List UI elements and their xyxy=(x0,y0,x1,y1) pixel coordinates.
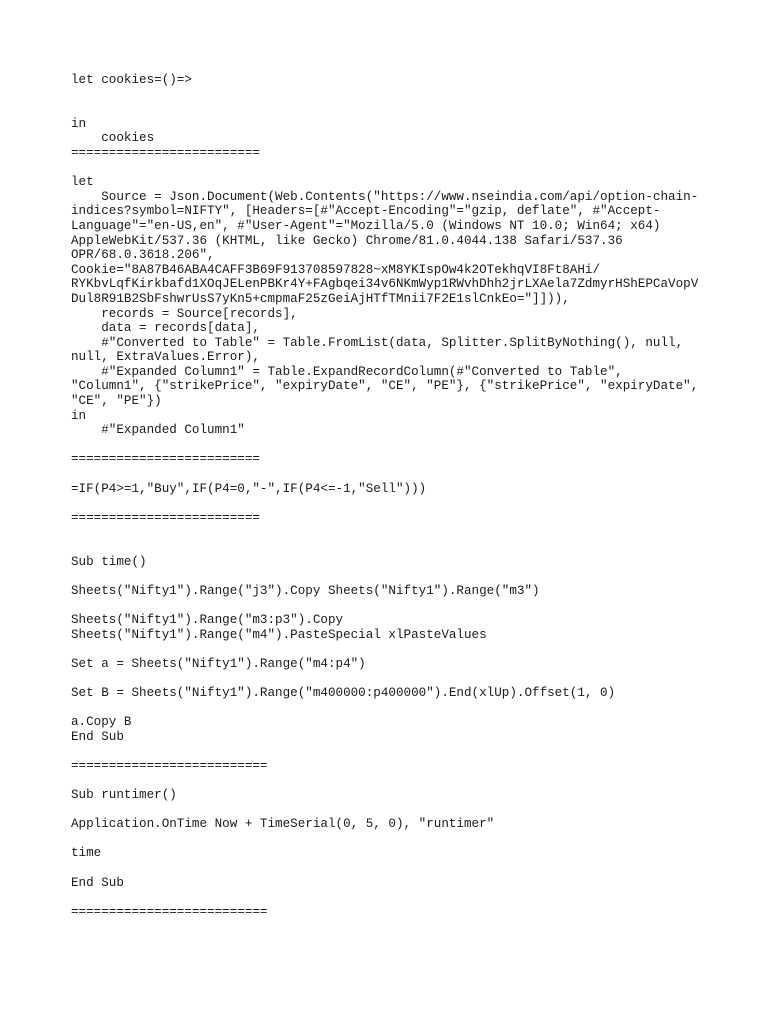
text-line: =IF(P4>=1,"Buy",IF(P4=0,"-",IF(P4<=-1,"Sell"))) xyxy=(71,481,427,496)
text-line xyxy=(71,88,711,103)
text-line: null, ExtraValues.Error), xyxy=(71,350,260,365)
text-line: Sub runtimer() xyxy=(71,788,177,803)
text-line: "Column1", {"strikePrice", "expiryDate", "CE", "PE"}, {"strikePrice", "expiryDate", xyxy=(71,379,699,394)
text-line xyxy=(71,569,711,584)
text-line: indices?symbol=NIFTY", [Headers=[#"Accept-Encoding"="gzip, deflate", #"Accept- xyxy=(71,204,661,219)
text-line: Set a = Sheets("Nifty1").Range("m4:p4") xyxy=(71,656,366,671)
text-line: Application.OnTime Now + TimeSerial(0, 5, 0), "runtimer" xyxy=(71,817,495,832)
text-line xyxy=(71,102,711,117)
text-line xyxy=(71,598,711,613)
text-line: ========================= xyxy=(71,145,260,160)
text-line: records = Source[records], xyxy=(71,306,298,321)
text-line: End Sub xyxy=(71,875,124,890)
text-line xyxy=(71,496,711,511)
text-line: let cookies=()=> xyxy=(71,73,192,87)
text-line: ========================== xyxy=(71,904,268,919)
text-line xyxy=(71,701,711,716)
text-line: AppleWebKit/537.36 (KHTML, like Gecko) Chrome/81.0.4044.138 Safari/537.36 xyxy=(71,233,623,248)
text-line: ========================== xyxy=(71,758,268,773)
text-line: cookies xyxy=(71,131,155,146)
text-line: OPR/68.0.3618.206", xyxy=(71,248,215,263)
text-line: #"Expanded Column1" = Table.ExpandRecordColumn(#"Converted to Table", xyxy=(71,364,623,379)
text-line xyxy=(71,642,711,657)
text-line: Sub time() xyxy=(71,554,147,569)
text-line: ========================= xyxy=(71,510,260,525)
text-line: "CE", "PE"}) xyxy=(71,394,162,409)
text-line: Sheets("Nifty1").Range("m3:p3").Copy xyxy=(71,612,344,627)
text-line xyxy=(71,803,711,818)
text-line xyxy=(71,525,711,540)
text-line xyxy=(71,467,711,482)
text-line: let xyxy=(71,175,94,190)
text-line: data = records[data], xyxy=(71,321,260,336)
text-line: #"Expanded Column1" xyxy=(71,423,245,438)
text-line: Set B = Sheets("Nifty1").Range("m400000:p400000").End(xlUp).Offset(1, 0) xyxy=(71,685,616,700)
text-line: Source = Json.Document(Web.Contents("https://www.nseindia.com/api/option-chain- xyxy=(71,189,699,204)
text-line xyxy=(71,774,711,789)
text-line: End Sub xyxy=(71,729,124,744)
text-line: Sheets("Nifty1").Range("j3").Copy Sheets("Nifty1").Range("m3") xyxy=(71,583,540,598)
text-line xyxy=(71,161,711,176)
text-line: Language"="en-US,en", #"User-Agent"="Mozilla/5.0 (Windows NT 10.0; Win64; x64) xyxy=(71,218,661,233)
text-line xyxy=(71,671,711,686)
text-line xyxy=(71,890,711,905)
text-line: time xyxy=(71,846,102,861)
text-line xyxy=(71,861,711,876)
text-line: Cookie="8A87B46ABA4CAFF3B69F913708597828~xM8YKIspOw4k2OTekhqVI8Ft8AHi/ xyxy=(71,262,601,277)
text-line xyxy=(71,744,711,759)
text-line: #"Converted to Table" = Table.FromList(data, Splitter.SplitByNothing(), null, xyxy=(71,335,684,350)
text-line: Sheets("Nifty1").Range("m4").PasteSpecial xlPasteValues xyxy=(71,627,487,642)
text-line: ========================= xyxy=(71,452,260,467)
text-line xyxy=(71,832,711,847)
text-line xyxy=(71,540,711,555)
text-line: in xyxy=(71,408,87,423)
text-line: in xyxy=(71,116,87,131)
text-line xyxy=(71,438,711,453)
document-body xyxy=(71,73,711,919)
text-line: a.Copy B xyxy=(71,715,132,730)
text-line: RYKbvLqfKirkbafd1XOqJELenPBKr4Y+FAgbqei34v6NKmWyp1RWvhDhh2jrLXAela7ZdmyrHShEPCaVopV xyxy=(71,277,699,292)
text-line: Dul8R91B2SbFshwrUsS7yKn5+cmpmaF25zGeiAjHTfTMnii7F2E1slCnkEo="]])), xyxy=(71,291,570,306)
